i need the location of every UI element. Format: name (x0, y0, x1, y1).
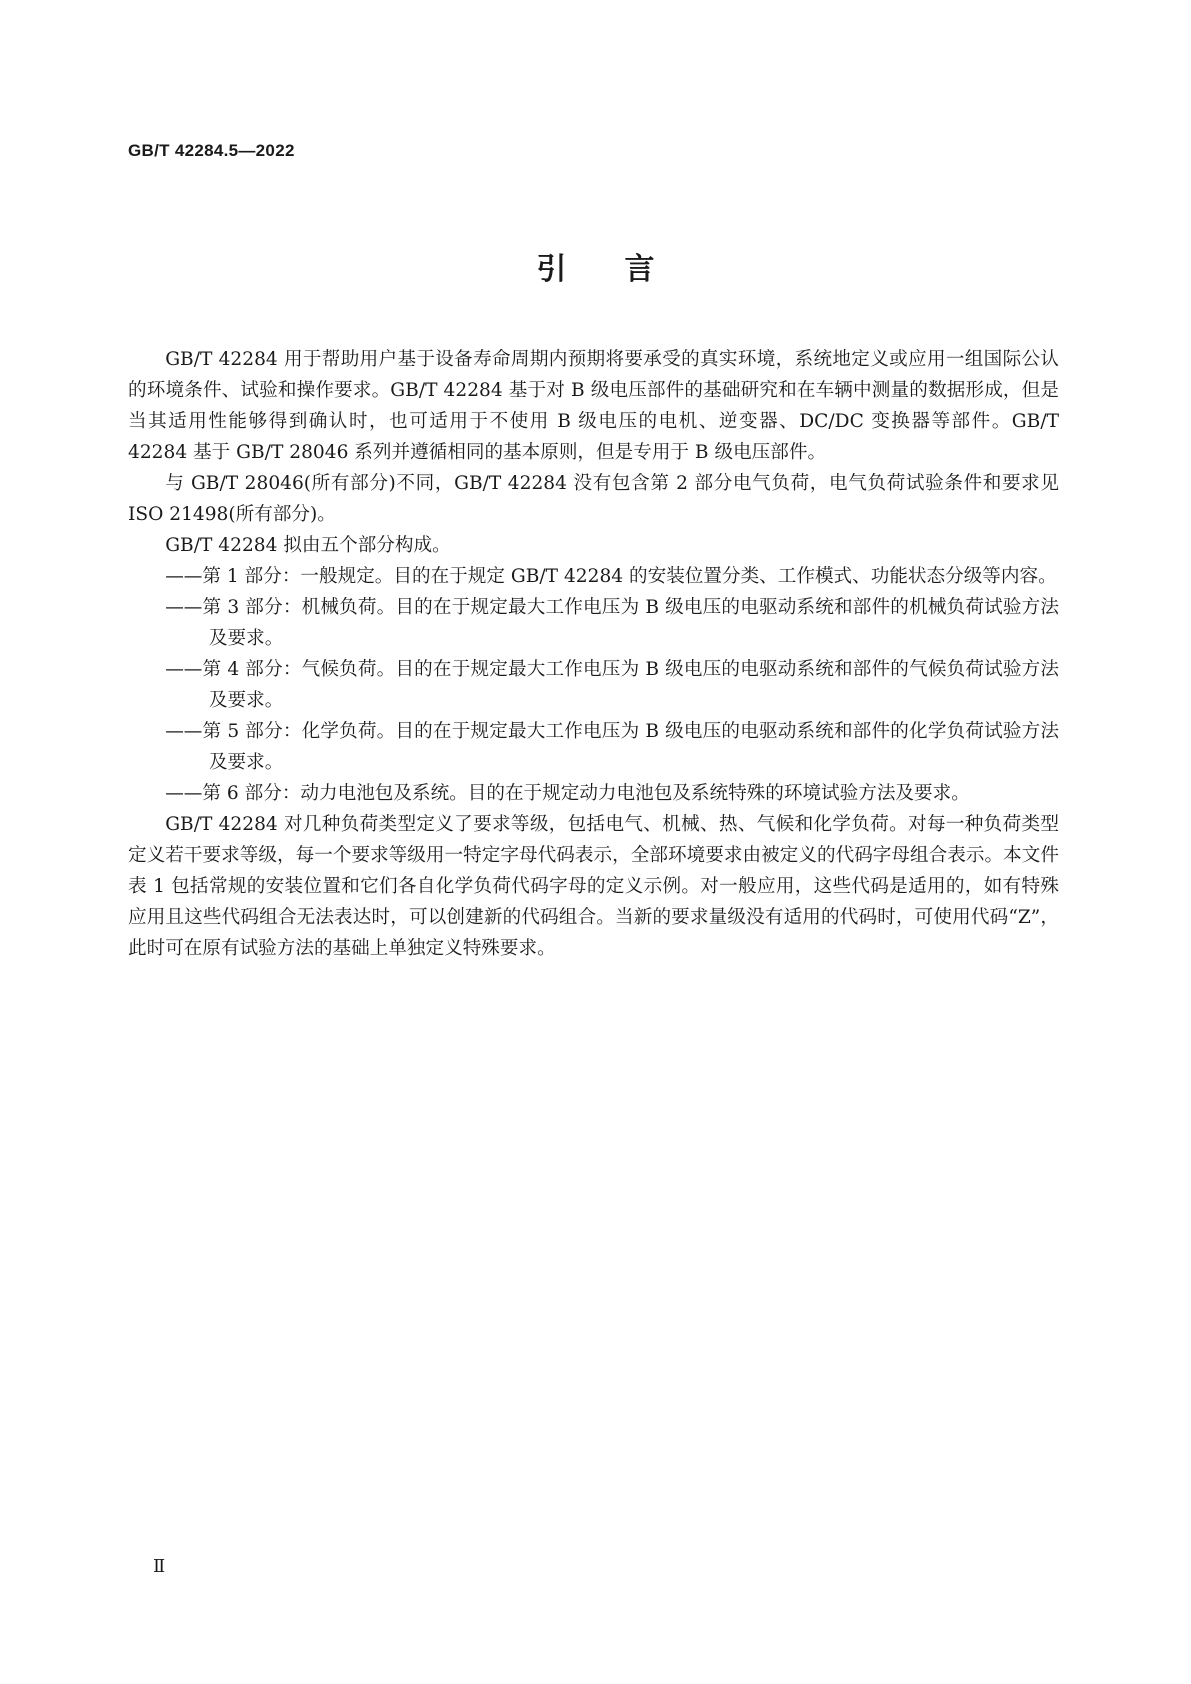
list-item-part-6: ——第 6 部分：动力电池包及系统。目的在于规定动力电池包及系统特殊的环境试验方法及要求。 (165, 783, 970, 804)
paragraph-difference: 与 GB/T 28046(所有部分)不同，GB/T 42284 没有包含第 2 部分电气负荷，电气负荷试验条件和要求见 ISO 21498(所有部分)。 (128, 473, 1059, 525)
list-item-part-3: ——第 3 部分：机械负荷。目的在于规定最大工作电压为 B 级电压的电驱动系统和部件的机械负荷试验方法及要求。 (165, 597, 1059, 649)
paragraph-scope: GB/T 42284 用于帮助用户基于设备寿命周期内预期将要承受的真实环境，系统地定义或应用一组国际公认的环境条件、试验和操作要求。GB/T 42284 基于对 B 级电压部件的基础研究和在车辆中测量的数据形成，但是当其适用性能够得到确认时，也可适用于不使用 B 级电压的电机、逆变器、DC/DC 变换器等部件。GB/T 42284 基于 GB/T 28046 系列并遵循相同的基本原则，但是专用于 B 级电压部件。 (128, 349, 1059, 463)
title-char-2: 言 (624, 252, 655, 287)
page-number: Ⅱ (153, 1556, 166, 1576)
list-item-part-1: ——第 1 部分：一般规定。目的在于规定 GB/T 42284 的安装位置分类、工作模式、功能状态分级等内容。 (165, 566, 1057, 587)
introduction-body (128, 344, 1059, 964)
title-char-1: 引 (536, 252, 567, 287)
paragraph-parts-intro: GB/T 42284 拟由五个部分构成。 (165, 535, 451, 556)
standard-code: GB/T 42284.5—2022 (128, 141, 295, 160)
list-item-part-5: ——第 5 部分：化学负荷。目的在于规定最大工作电压为 B 级电压的电驱动系统和部件的化学负荷试验方法及要求。 (165, 721, 1059, 773)
page-title (0, 244, 1191, 288)
paragraph-load-codes: GB/T 42284 对几种负荷类型定义了要求等级，包括电气、机械、热、气候和化学负荷。对每一种负荷类型定义若干要求等级，每一个要求等级用一特定字母代码表示，全部环境要求由被定义的代码字母组合表示。本文件表 1 包括常规的安装位置和它们各自化学负荷代码字母的定义示例。对一般应用，这些代码是适用的，如有特殊应用且这些代码组合无法表达时，可以创建新的代码组合。当新的要求量级没有适用的代码时，可使用代码“Z”，此时可在原有试验方法的基础上单独定义特殊要求。 (128, 814, 1059, 959)
list-item-part-4: ——第 4 部分：气候负荷。目的在于规定最大工作电压为 B 级电压的电驱动系统和部件的气候负荷试验方法及要求。 (165, 659, 1059, 711)
